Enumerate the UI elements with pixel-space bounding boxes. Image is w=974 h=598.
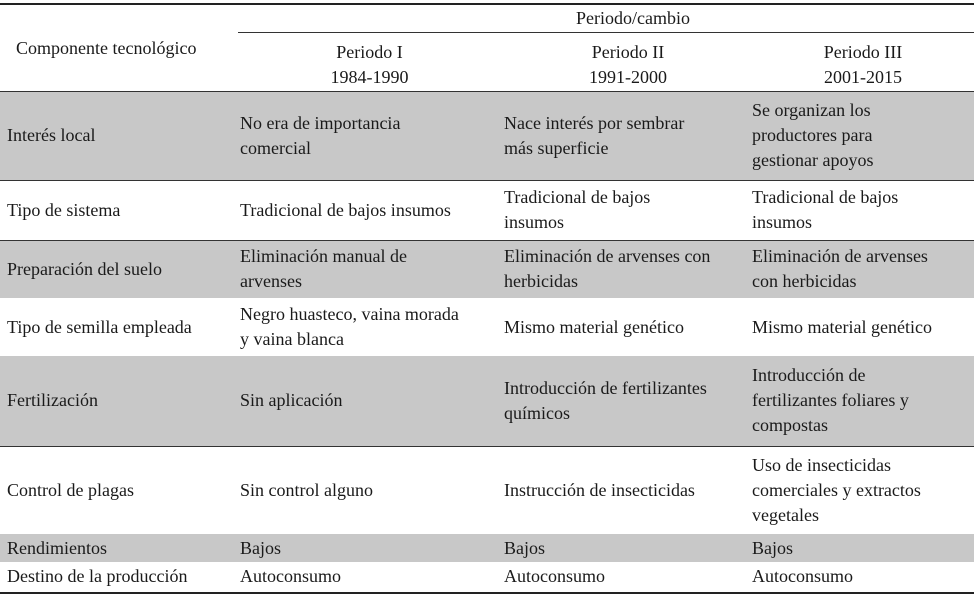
cell-line: con herbicidas bbox=[752, 271, 857, 292]
cell-period-3 bbox=[748, 356, 974, 446]
cell-line: No era de importancia bbox=[240, 112, 401, 133]
period-2-name: Periodo II bbox=[591, 42, 665, 62]
cell-line: Autoconsumo bbox=[240, 566, 341, 586]
cell-period-2 bbox=[499, 92, 748, 180]
cell-line: Tradicional de bajos insumos bbox=[240, 199, 451, 220]
period-3-years: 2001-2015 bbox=[824, 67, 902, 87]
cell-period-3 bbox=[748, 92, 974, 180]
cell-line: comerciales y extractos bbox=[752, 479, 921, 500]
top-rule bbox=[0, 3, 974, 5]
row-label: Rendimientos bbox=[0, 534, 235, 562]
cell-line: Tradicional de bajos bbox=[752, 187, 899, 207]
cell-line: Sin aplicación bbox=[240, 390, 343, 411]
cell-period-1 bbox=[235, 298, 499, 356]
cell-period-2 bbox=[499, 180, 748, 240]
row-label: Destino de la producción bbox=[7, 566, 188, 586]
cell-line: y vaina blanca bbox=[240, 329, 344, 349]
cell-line: Nace interés por sembrar bbox=[504, 112, 685, 133]
table-row bbox=[0, 356, 974, 446]
row-label: Fertilización bbox=[0, 356, 235, 446]
cell-line: más superficie bbox=[504, 137, 609, 158]
cell-line: Eliminación manual de bbox=[240, 246, 407, 267]
header-period-3 bbox=[752, 40, 974, 90]
table-row bbox=[0, 298, 974, 356]
cell-line: Introducción de bbox=[752, 365, 866, 386]
cell-period-1 bbox=[235, 562, 499, 591]
cell-period-3 bbox=[748, 180, 974, 240]
cell-line: Autoconsumo bbox=[504, 566, 605, 586]
cell-line: Eliminación de arvenses bbox=[752, 246, 928, 267]
cell-line: comercial bbox=[240, 137, 311, 158]
cell-line: fertilizantes foliares y bbox=[752, 390, 909, 411]
table-row bbox=[0, 92, 974, 180]
cell-line: Instrucción de insecticidas bbox=[504, 479, 695, 500]
header-period-1 bbox=[238, 40, 501, 90]
cell-line: vegetales bbox=[752, 504, 819, 525]
cell-period-1 bbox=[235, 534, 499, 562]
header-component: Componente tecnológico bbox=[16, 38, 197, 58]
cell-line: insumos bbox=[504, 212, 565, 232]
cell-line: Se organizan los bbox=[752, 100, 871, 121]
table-row bbox=[0, 446, 974, 534]
cell-line: Mismo material genético bbox=[504, 316, 684, 337]
cell-line: químicos bbox=[504, 402, 570, 423]
table-row bbox=[0, 534, 974, 562]
table-body bbox=[0, 92, 974, 591]
cell-line: Eliminación de arvenses con bbox=[504, 246, 711, 267]
cell-period-2 bbox=[499, 240, 748, 298]
cell-period-2 bbox=[499, 562, 748, 591]
cell-line: compostas bbox=[752, 415, 828, 436]
cell-line: Autoconsumo bbox=[752, 566, 853, 586]
cell-period-2 bbox=[499, 534, 748, 562]
cell-line: Introducción de fertilizantes bbox=[504, 377, 707, 398]
header-period-group: Periodo/cambio bbox=[576, 8, 690, 28]
period-3-name: Periodo III bbox=[823, 42, 903, 62]
cell-line: Uso de insecticidas bbox=[752, 454, 891, 475]
cell-line: Tradicional de bajos bbox=[504, 187, 651, 207]
cell-period-1 bbox=[235, 356, 499, 446]
row-label: Tipo de sistema bbox=[0, 180, 235, 240]
table-row bbox=[0, 240, 974, 298]
cell-line: productores para bbox=[752, 125, 873, 146]
cell-period-2 bbox=[499, 446, 748, 534]
row-label: Tipo de semilla empleada bbox=[7, 316, 192, 337]
period-1-years: 1984-1990 bbox=[330, 67, 409, 87]
table-row bbox=[0, 562, 974, 591]
cell-period-2 bbox=[499, 356, 748, 446]
cell-line: arvenses bbox=[240, 271, 302, 292]
cell-period-1 bbox=[235, 240, 499, 298]
row-label: Preparación del suelo bbox=[0, 240, 235, 298]
cell-period-3 bbox=[748, 446, 974, 534]
cell-period-3 bbox=[748, 298, 974, 356]
cell-period-3 bbox=[748, 534, 974, 562]
row-label: Control de plagas bbox=[7, 479, 134, 500]
cell-line: Negro huasteco, vaina morada bbox=[240, 304, 459, 324]
cell-period-2 bbox=[499, 298, 748, 356]
cell-line: Sin control alguno bbox=[240, 479, 373, 500]
bottom-rule bbox=[0, 592, 974, 594]
data-table bbox=[0, 92, 974, 591]
cell-period-3 bbox=[748, 562, 974, 591]
cell-period-1 bbox=[235, 92, 499, 180]
row-label: Interés local bbox=[0, 92, 235, 180]
cell-line: Bajos bbox=[240, 537, 282, 558]
cell-period-1 bbox=[235, 180, 499, 240]
cell-line: insumos bbox=[752, 212, 813, 232]
cell-line: Bajos bbox=[752, 537, 794, 558]
cell-line: gestionar apoyos bbox=[752, 150, 874, 171]
cell-period-3 bbox=[748, 240, 974, 298]
table-row bbox=[0, 180, 974, 240]
header-period-2 bbox=[504, 40, 752, 90]
period-rule bbox=[238, 32, 974, 33]
cell-line: Bajos bbox=[504, 537, 546, 558]
cell-line: Mismo material genético bbox=[752, 316, 932, 337]
period-2-years: 1991-2000 bbox=[589, 67, 667, 87]
cell-line: herbicidas bbox=[504, 271, 578, 292]
period-1-name: Periodo I bbox=[336, 42, 403, 62]
cell-period-1 bbox=[235, 446, 499, 534]
